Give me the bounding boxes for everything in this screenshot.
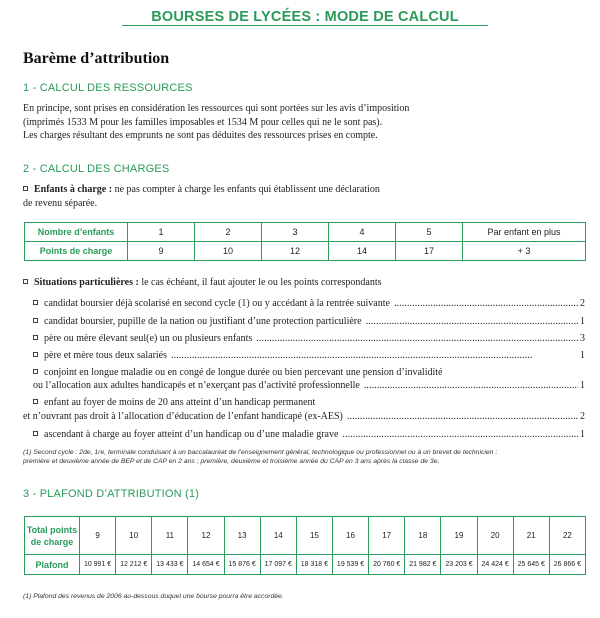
footnote-line: (1) Second cycle : 2de, 1re, terminale conduisant à un baccalauréat de l’enseignement général, technologique ou professionnel ou à un brevet de technicien ;	[23, 449, 498, 456]
ressources-line: En principe, sont prises en considération les ressources qui sont portées sur les avis d’imposition	[23, 103, 410, 114]
table-cell: 19	[441, 517, 477, 555]
dot-leader	[171, 350, 578, 362]
table-cell: 17 097 €	[260, 555, 296, 575]
table-row	[25, 223, 586, 242]
ressources-paragraph	[23, 102, 409, 143]
item-text: ou l’allocation aux adultes handicapés et n’exerçant pas d’activité professionnelle	[33, 380, 360, 391]
table-cell: 14	[329, 242, 396, 261]
table-cell: 14	[260, 517, 296, 555]
item-text: père ou mère élevant seul(e) un ou plusieurs enfants	[44, 333, 253, 344]
situations-text: le cas échéant, il faut ajouter le ou les points correspondants	[138, 277, 382, 288]
checkbox-bullet-icon	[33, 399, 38, 404]
table-cell: 16	[332, 517, 368, 555]
row-label-line: de charge	[30, 536, 74, 547]
ressources-line: (imprimés 1533 M pour les familles imposables et 1534 M pour celles qui ne le sont pas).	[23, 116, 383, 128]
row-label-total-points	[25, 517, 80, 555]
section-heading-plafond: 3 - PLAFOND D’ATTRIBUTION (1)	[23, 488, 200, 500]
table-cell: 9	[128, 242, 195, 261]
table-cell: 15 876 €	[224, 555, 260, 575]
item-points: 1	[580, 350, 585, 361]
checkbox-bullet-icon	[33, 352, 38, 357]
enfants-text: ne pas compter à charge les enfants qui établissent une déclaration	[112, 184, 380, 195]
table-cell: Par enfant en plus	[463, 223, 586, 242]
charges-table	[24, 222, 586, 261]
row-label-line: Total points	[26, 524, 78, 535]
checkbox-bullet-icon	[23, 186, 28, 191]
dot-leader	[394, 298, 578, 310]
table-cell: 2	[195, 223, 262, 242]
table-cell: 17	[396, 242, 463, 261]
table-cell: 19 539 €	[332, 555, 368, 575]
footnote-plafond: (1) Plafond des revenus de 2006 au-dessous duquel une bourse pourra être accordée.	[23, 593, 284, 600]
table-cell: 13	[224, 517, 260, 555]
table-cell: 10	[116, 517, 152, 555]
list-item	[33, 316, 585, 328]
item-text: et n’ouvrant pas droit à l’allocation d’éducation de l’enfant handicapé (ex-AES)	[23, 411, 343, 422]
list-item	[33, 298, 585, 310]
situations-label: Situations particulières :	[34, 277, 139, 288]
table-cell: 11	[152, 517, 188, 555]
table-row	[25, 555, 586, 575]
enfants-label: Enfants à charge :	[34, 184, 113, 195]
dot-leader	[366, 316, 578, 328]
table-cell: 1	[128, 223, 195, 242]
row-label-plafond: Plafond	[25, 555, 80, 575]
item-points: 3	[580, 333, 585, 344]
table-cell: 21 982 €	[405, 555, 441, 575]
table-cell: 9	[80, 517, 116, 555]
table-cell: 18 318 €	[296, 555, 332, 575]
item-text: enfant au foyer de moins de 20 ans atteint d’un handicap permanent	[44, 397, 316, 408]
enfants-text-continued: de revenu séparée.	[23, 197, 98, 209]
item-text: ascendant à charge au foyer atteint d’un handicap ou d’une maladie grave	[44, 429, 339, 440]
list-item	[33, 429, 585, 441]
document-title: BOURSES DE LYCÉES : MODE DE CALCUL	[151, 9, 459, 25]
ressources-line: Les charges résultant des emprunts ne sont pas déduites des ressources prises en compte.	[23, 130, 378, 141]
item-text: père et mère tous deux salariés	[44, 350, 168, 361]
table-row	[25, 517, 586, 555]
table-cell: 4	[329, 223, 396, 242]
table-cell: 12	[188, 517, 224, 555]
list-item	[33, 397, 585, 409]
title-underline	[122, 25, 488, 26]
table-cell: 20 760 €	[369, 555, 405, 575]
list-item	[33, 367, 585, 379]
dot-leader	[364, 380, 578, 392]
footnote-second-cycle	[23, 448, 583, 466]
table-cell: 24 424 €	[477, 555, 513, 575]
list-item-continued	[23, 411, 585, 423]
table-cell: 18	[405, 517, 441, 555]
checkbox-bullet-icon	[33, 335, 38, 340]
section-heading-ressources: 1 - CALCUL DES RESSOURCES	[23, 82, 193, 94]
table-cell: 22	[549, 517, 585, 555]
table-cell: 15	[296, 517, 332, 555]
list-item	[33, 333, 585, 345]
table-cell: 3	[262, 223, 329, 242]
item-text: candidat boursier, pupille de la nation ou justifiant d’une protection particulière	[44, 316, 362, 327]
page-subtitle: Barème d’attribution	[23, 50, 170, 67]
table-cell: 26 866 €	[549, 555, 585, 575]
situations-intro	[23, 276, 382, 290]
table-cell: + 3	[463, 242, 586, 261]
dot-leader	[342, 429, 578, 441]
footnote-line: première et deuxième année de BEP et de CAP en 2 ans ; première, deuxième et troisième année du CAP en 3 ans après la classe de 3e.	[23, 458, 440, 465]
section-heading-charges: 2 - CALCUL DES CHARGES	[23, 163, 170, 175]
table-cell: 25 645 €	[513, 555, 549, 575]
list-item-continued	[33, 380, 585, 392]
item-points: 2	[580, 298, 585, 309]
table-cell: 12	[262, 242, 329, 261]
table-cell: 12 212 €	[116, 555, 152, 575]
table-cell: 10	[195, 242, 262, 261]
table-cell: 10 991 €	[80, 555, 116, 575]
table-cell: 5	[396, 223, 463, 242]
checkbox-bullet-icon	[33, 300, 38, 305]
dot-leader	[256, 333, 578, 345]
dot-leader	[347, 411, 578, 423]
table-cell: 13 433 €	[152, 555, 188, 575]
checkbox-bullet-icon	[33, 318, 38, 323]
table-cell: 20	[477, 517, 513, 555]
table-cell: 17	[369, 517, 405, 555]
row-label-enfants: Nombre d’enfants	[25, 223, 128, 242]
item-points: 1	[580, 380, 585, 391]
item-text: conjoint en longue maladie ou en congé de longue durée ou bien percevant une pension d’invalidité	[44, 367, 443, 378]
enfants-paragraph	[23, 183, 380, 210]
checkbox-bullet-icon	[33, 369, 38, 374]
list-item	[33, 350, 585, 362]
checkbox-bullet-icon	[23, 279, 28, 284]
table-cell: 21	[513, 517, 549, 555]
row-label-points: Points de charge	[25, 242, 128, 261]
table-row	[25, 242, 586, 261]
item-text: candidat boursier déjà scolarisé en second cycle (1) ou y accédant à la rentrée suivante	[44, 298, 390, 309]
item-points: 1	[580, 429, 585, 440]
checkbox-bullet-icon	[33, 431, 38, 436]
table-cell: 14 654 €	[188, 555, 224, 575]
item-points: 1	[580, 316, 585, 327]
plafond-table	[24, 516, 586, 575]
item-points: 2	[580, 411, 585, 422]
table-cell: 23 203 €	[441, 555, 477, 575]
